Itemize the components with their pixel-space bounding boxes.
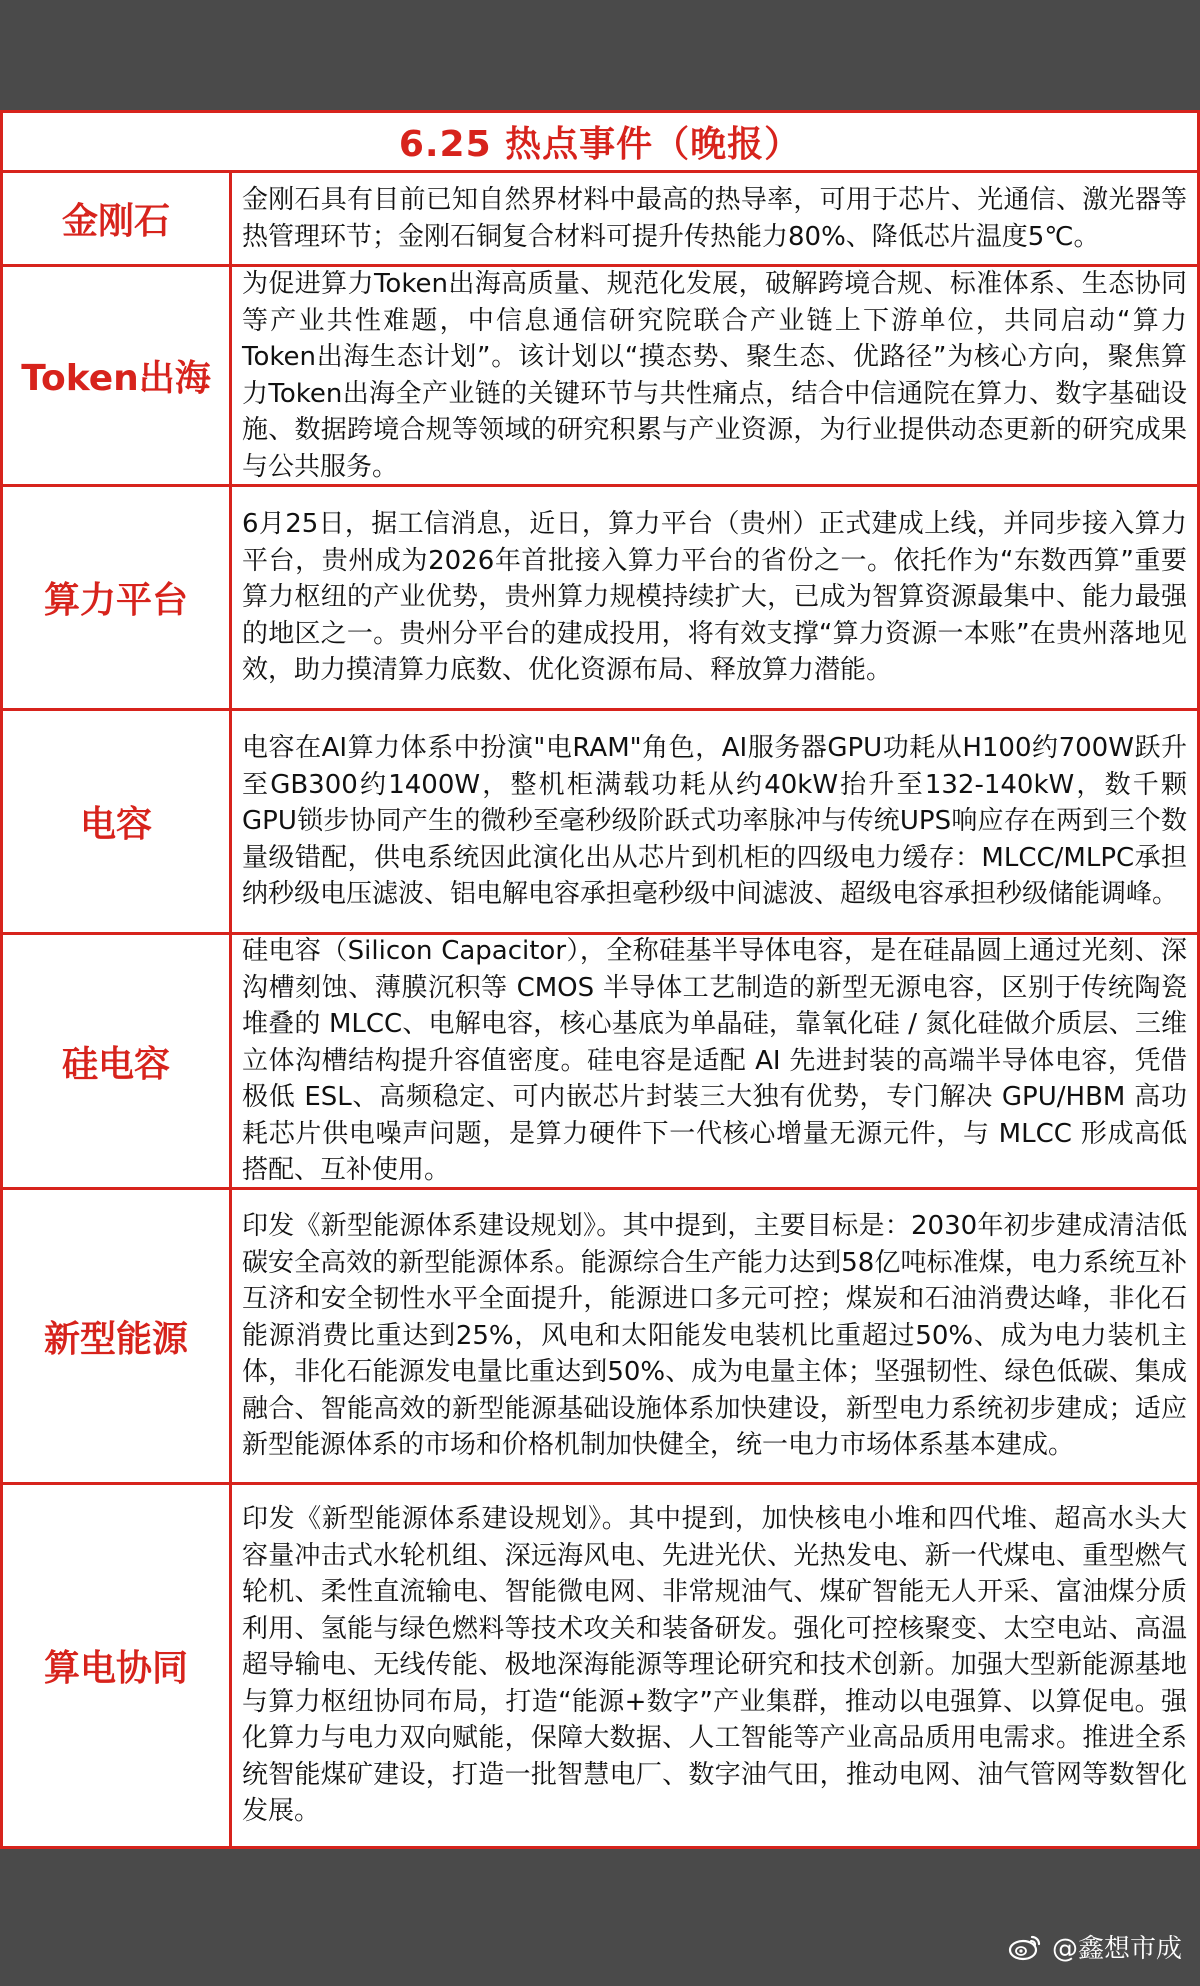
page-title: 6.25 热点事件（晚报） xyxy=(3,113,1197,173)
weibo-icon xyxy=(1008,1932,1044,1962)
category-label: Token出海 xyxy=(3,267,232,484)
category-label: 算电协同 xyxy=(3,1485,232,1846)
row-description: 6月25日，据工信消息，近日，算力平台（贵州）正式建成上线，并同步接入算力平台，贵州成为2026年首批接入算力平台的省份之一。依托作为“东数西算”重要算力枢纽的产业优势，贵州算力规模持续扩大，已成为智算资源最集中、能力最强的地区之一。贵州分平台的建成投用，将有效支撑“算力资源一本账”在贵州落地见效，助力摸清算力底数、优化资源布局、释放算力潜能。 xyxy=(242,509,1187,686)
row-description: 电容在AI算力体系中扮演"电RAM"角色，AI服务器GPU功耗从H100约700W跃升至GB300约1400W，整机柜满载功耗从约40kW抬升至132-140kW，数千颗GPU锁步协同产生的微秒至毫秒级阶跃式功率脉冲与传统UPS响应存在两到三个数量级错配，供电系统因此演化出从芯片到机柜的四级电力缓存：MLCC/MLPC承担纳秒级电压滤波、铝电解电容承担毫秒级中间滤波、超级电容承担秒级储能调峰。 xyxy=(242,733,1187,910)
row-description-cell xyxy=(232,1485,1197,1846)
table-row xyxy=(3,267,1197,487)
row-description-cell xyxy=(232,267,1197,484)
row-description-cell xyxy=(232,173,1197,264)
table-row xyxy=(3,1190,1197,1485)
table-row xyxy=(3,173,1197,267)
watermark-text: @鑫想市成 xyxy=(1051,1934,1182,1964)
category-label: 新型能源 xyxy=(3,1190,232,1482)
row-description: 印发《新型能源体系建设规划》。其中提到，主要目标是：2030年初步建成清洁低碳安全高效的新型能源体系。能源综合生产能力达到58亿吨标准煤，电力系统互补互济和安全韧性水平全面提升，能源进口多元可控；煤炭和石油消费达峰，非化石能源消费比重达到25%，风电和太阳能发电装机比重超过50%、成为电力装机主体，非化石能源发电量比重达到50%、成为电量主体；坚强韧性、绿色低碳、集成融合、智能高效的新型能源基础设施体系加快建设，新型电力系统初步建成；适应新型能源体系的市场和价格机制加快健全，统一电力市场体系基本建成。 xyxy=(242,1211,1187,1461)
table-row xyxy=(3,1485,1197,1846)
row-description-cell xyxy=(232,487,1197,708)
category-label: 金刚石 xyxy=(3,173,232,264)
row-description: 印发《新型能源体系建设规划》。其中提到，加快核电小堆和四代堆、超高水头大容量冲击式水轮机组、深远海风电、先进光伏、光热发电、新一代煤电、重型燃气轮机、柔性直流输电、智能微电网、非常规油气、煤矿智能无人开采、富油煤分质利用、氢能与绿色燃料等技术攻关和装备研发。强化可控核聚变、太空电站、高温超导输电、无线传能、极地深海能源等理论研究和技术创新。加强大型新能源基地与算力枢纽协同布局，打造“能源+数字”产业集群，推动以电强算、以算促电。强化算力与电力双向赋能，保障大数据、人工智能等产业高品质用电需求。推进全系统智能煤矿建设，打造一批智慧电厂、数字油气田，推动电网、油气管网等数智化发展。 xyxy=(242,1504,1187,1827)
row-description-cell xyxy=(232,711,1197,932)
table-row xyxy=(3,711,1197,935)
table-row xyxy=(3,935,1197,1190)
row-description: 硅电容（Silicon Capacitor），全称硅基半导体电容，是在硅晶圆上通过光刻、深沟槽刻蚀、薄膜沉积等 CMOS 半导体工艺制造的新型无源电容，区别于传统陶瓷堆叠的 MLCC、电解电容，核心基底为单晶硅，靠氧化硅 / 氮化硅做介质层、三维立体沟槽结构提升容值密度。硅电容是适配 AI 先进封装的高端半导体电容，凭借极低 ESL、高频稳定、可内嵌芯片封装三大独有优势，专门解决 GPU/HBM 高功耗芯片供电噪声问题，是算力硬件下一代核心增量无源元件，与 MLCC 形成高低搭配、互补使用。 xyxy=(242,936,1187,1186)
row-description-cell xyxy=(232,935,1197,1187)
watermark xyxy=(1008,1928,1182,1965)
row-description: 金刚石具有目前已知自然界材料中最高的热导率，可用于芯片、光通信、激光器等热管理环节；金刚石铜复合材料可提升传热能力80%、降低芯片温度5℃。 xyxy=(242,185,1187,252)
category-label: 电容 xyxy=(3,711,232,932)
news-table xyxy=(0,110,1200,1849)
category-label: 算力平台 xyxy=(3,487,232,708)
row-description-cell xyxy=(232,1190,1197,1482)
category-label: 硅电容 xyxy=(3,935,232,1187)
row-description: 为促进算力Token出海高质量、规范化发展，破解跨境合规、标准体系、生态协同等产业共性难题，中信息通信研究院联合产业链上下游单位，共同启动“算力Token出海生态计划”。该计划以“摸态势、聚生态、优路径”为核心方向，聚焦算力Token出海全产业链的关键环节与共性痛点，结合中信通院在算力、数字基础设施、数据跨境合规等领域的研究积累与产业资源，为行业提供动态更新的研究成果与公共服务。 xyxy=(242,269,1187,482)
table-row xyxy=(3,487,1197,711)
